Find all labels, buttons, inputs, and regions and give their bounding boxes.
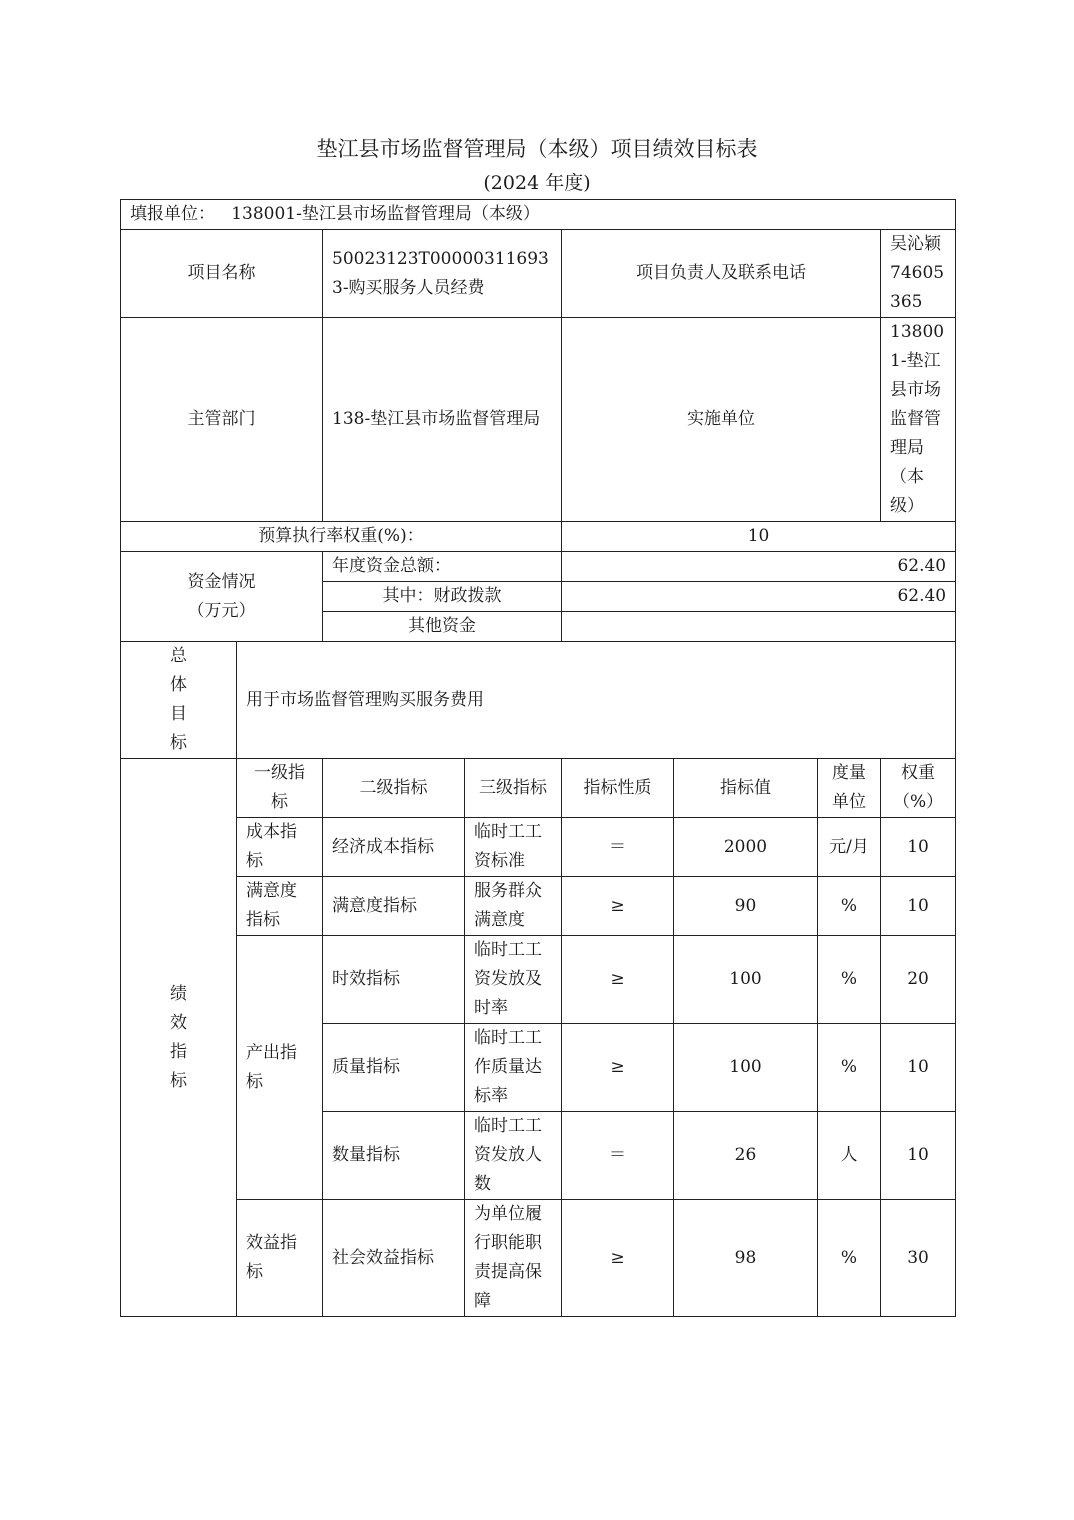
page-subtitle: (2024 年度) [483, 172, 591, 194]
row-l2: 社会效益指标 [323, 1200, 465, 1317]
row-l3: 临时工工作质量达标率 [465, 1024, 562, 1112]
budget-rate-label: 预算执行率权重(%)： [121, 522, 562, 552]
funds-label: 资金情况（万元） [121, 552, 323, 642]
unit-row [121, 200, 956, 230]
header-l1: 一级指标 [237, 759, 323, 818]
row-nature: ≥ [562, 936, 674, 1024]
page-title: 垫江县市场监督管理局（本级）项目绩效目标表 [316, 137, 758, 161]
row-weight: 20 [881, 936, 956, 1024]
row-value: 100 [674, 936, 818, 1024]
row-unit: % [818, 936, 881, 1024]
project-name-label: 项目名称 [121, 230, 323, 318]
row-nature: ＝ [562, 1112, 674, 1200]
row-unit: % [818, 1024, 881, 1112]
dept-value: 138-垫江县市场监督管理局 [323, 318, 562, 522]
unit-value: 138001-垫江县市场监督管理局（本级） [231, 204, 540, 224]
row-nature: ≥ [562, 877, 674, 936]
header-unit: 度量单位 [818, 759, 881, 818]
budget-rate-value: 10 [562, 522, 956, 552]
goal-label-cell [121, 642, 237, 759]
row-value: 2000 [674, 818, 818, 877]
perf-label-cell [121, 759, 237, 1317]
dept-label: 主管部门 [121, 318, 323, 522]
row-l1: 效益指标 [237, 1200, 323, 1317]
row-l2: 经济成本指标 [323, 818, 465, 877]
row-value: 98 [674, 1200, 818, 1317]
goal-value: 用于市场监督管理购买服务费用 [237, 642, 956, 759]
impl-label: 实施单位 [562, 318, 881, 522]
row-value: 90 [674, 877, 818, 936]
row-weight: 10 [881, 877, 956, 936]
row-l3: 为单位履行职能职责提高保障 [465, 1200, 562, 1317]
perf-label: 绩效指标 [170, 983, 187, 1091]
header-l3: 三级指标 [465, 759, 562, 818]
funds-fiscal-value: 62.40 [562, 582, 956, 612]
funds-other-label: 其他资金 [323, 612, 562, 642]
row-weight: 10 [881, 818, 956, 877]
funds-fiscal-label: 其中：财政拨款 [323, 582, 562, 612]
table-row [121, 877, 956, 936]
row-unit: % [818, 877, 881, 936]
row-l3: 临时工工资发放及时率 [465, 936, 562, 1024]
row-l1: 成本指标 [237, 818, 323, 877]
header-l2: 二级指标 [323, 759, 465, 818]
row-value: 26 [674, 1112, 818, 1200]
table-row [121, 1200, 956, 1317]
funds-total-value: 62.40 [562, 552, 956, 582]
impl-value: 138001-垫江县市场监督管理局（本级） [881, 318, 956, 522]
performance-table [120, 199, 956, 1317]
row-l3: 临时工工资发放人数 [465, 1112, 562, 1200]
row-nature: ≥ [562, 1024, 674, 1112]
row-l2: 满意度指标 [323, 877, 465, 936]
row-nature: ≥ [562, 1200, 674, 1317]
table-row [121, 936, 956, 1024]
row-unit: 人 [818, 1112, 881, 1200]
row-l2: 质量指标 [323, 1024, 465, 1112]
row-l1: 满意度指标 [237, 877, 323, 936]
row-l2: 时效指标 [323, 936, 465, 1024]
manager-label: 项目负责人及联系电话 [562, 230, 881, 318]
row-unit: 元/月 [818, 818, 881, 877]
header-weight: 权重（%） [881, 759, 956, 818]
table-row [121, 818, 956, 877]
project-name-value: 50023123T000003116933-购买服务人员经费 [323, 230, 562, 318]
manager-value: 吴沁颖74605365 [881, 230, 956, 318]
header-value: 指标值 [674, 759, 818, 818]
row-l1: 产出指标 [237, 936, 323, 1200]
goal-label: 总体目标 [170, 646, 187, 753]
funds-total-label: 年度资金总额： [323, 552, 562, 582]
row-weight: 10 [881, 1112, 956, 1200]
header-nature: 指标性质 [562, 759, 674, 818]
row-unit: % [818, 1200, 881, 1317]
row-weight: 30 [881, 1200, 956, 1317]
row-weight: 10 [881, 1024, 956, 1112]
row-l3: 临时工工资标准 [465, 818, 562, 877]
row-nature: ＝ [562, 818, 674, 877]
unit-label: 填报单位： [130, 204, 215, 224]
funds-other-value [562, 612, 956, 642]
row-value: 100 [674, 1024, 818, 1112]
row-l3: 服务群众满意度 [465, 877, 562, 936]
row-l2: 数量指标 [323, 1112, 465, 1200]
